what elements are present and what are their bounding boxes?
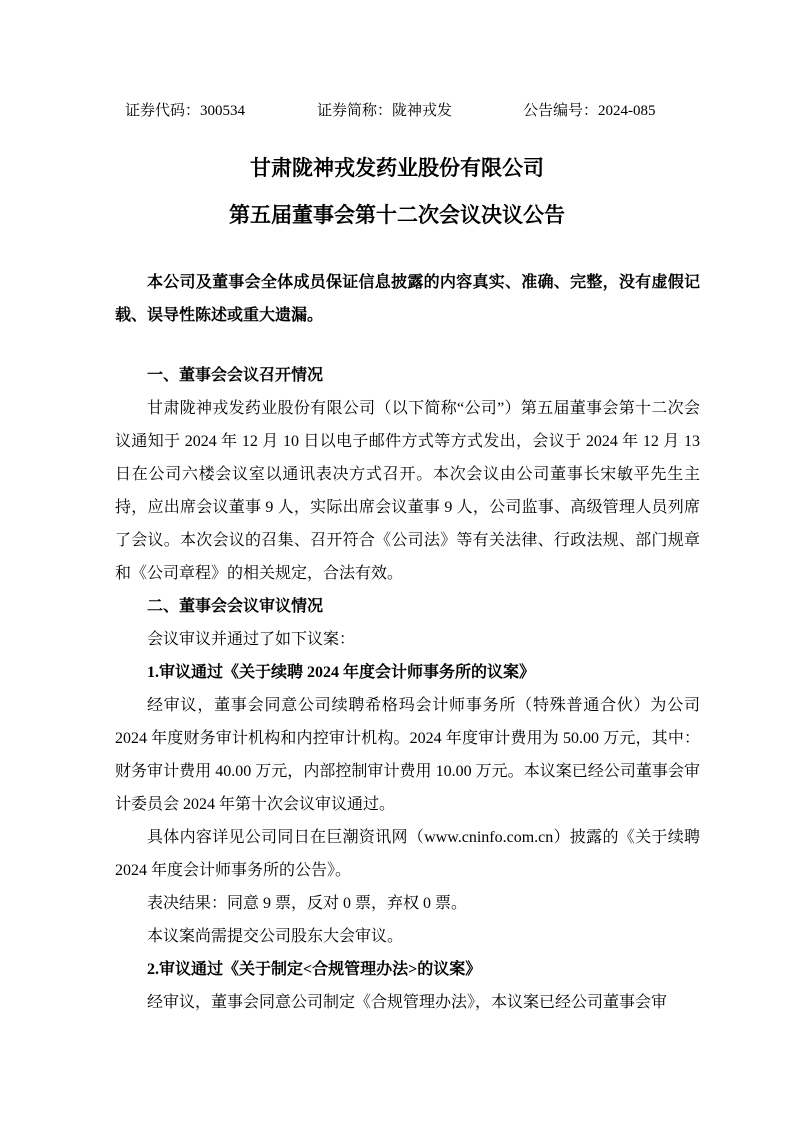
resolution1-heading: 1.审议通过《关于续聘 2024 年度会计师事务所的议案》 — [147, 664, 536, 681]
document-body — [115, 266, 700, 1019]
meeting-resolution-title-line: 第五届董事会第十二次会议决议公告 — [229, 203, 565, 227]
resolution1-paragraph1: 经审议，董事会同意公司续聘希格玛会计师事务所（特殊普通合伙）为公司 2024 年度财务审计机构和内控审计机构。2024 年度审计费用为 50.00 万元，其中：财务审计费用 40.00 万元，内部控制审计费用 10.00 万元。本议案已经公司董事会审计委员会 2024 年第十次会议审议通过。 — [115, 697, 700, 813]
section1-paragraph: 甘肃陇神戎发药业股份有限公司（以下简称“公司”）第五届董事会第十二次会议通知于 2024 年 12 月 10 日以电子邮件方式等方式发出，会议于 2024 年 12 月 13 日在公司六楼会议室以通讯表决方式召开。本次会议由公司董事长宋敏平先生主持，应出席会议董事 9 人，实际出席会议董事 9 人，公司监事、高级管理人员列席了会议。本次会议的召集、召开符合《公司法》等有关法律、行政法规、部门规章和《公司章程》的相关规定，合法有效。 — [115, 400, 700, 582]
resolution1-shareholder-note: 本议案尚需提交公司股东大会审议。 — [147, 928, 404, 945]
resolution2-paragraph1: 经审议，董事会同意公司制定《合规管理办法》，本议案已经公司董事会审 — [147, 994, 668, 1011]
stock-info-header — [0, 100, 794, 122]
resolution1-vote-result: 表决结果：同意 9 票，反对 0 票，弃权 0 票。 — [147, 895, 468, 912]
resolution1-paragraph2: 具体内容详见公司同日在巨潮资讯网（www.cninfo.com.cn）披露的《关于续聘 2024 年度会计师事务所的公告》。 — [115, 829, 700, 879]
document-title — [0, 145, 794, 239]
company-name-title-line: 甘肃陇神戎发药业股份有限公司 — [250, 156, 544, 180]
section2-intro: 会议审议并通过了如下议案： — [147, 631, 356, 648]
truthfulness-declaration: 本公司及董事会全体成员保证信息披露的内容真实、准确、完整，没有虚假记载、误导性陈述或重大遗漏。 — [115, 274, 700, 324]
section1-heading: 一、董事会会议召开情况 — [147, 367, 324, 384]
stock-code: 证券代码：300534 — [125, 103, 246, 119]
stock-abbreviation: 证券简称：陇神戎发 — [317, 103, 453, 119]
section2-heading: 二、董事会会议审议情况 — [147, 598, 324, 615]
resolution2-heading: 2.审议通过《关于制定<合规管理办法>的议案》 — [147, 961, 482, 978]
announcement-number: 公告编号：2024-085 — [523, 103, 656, 119]
